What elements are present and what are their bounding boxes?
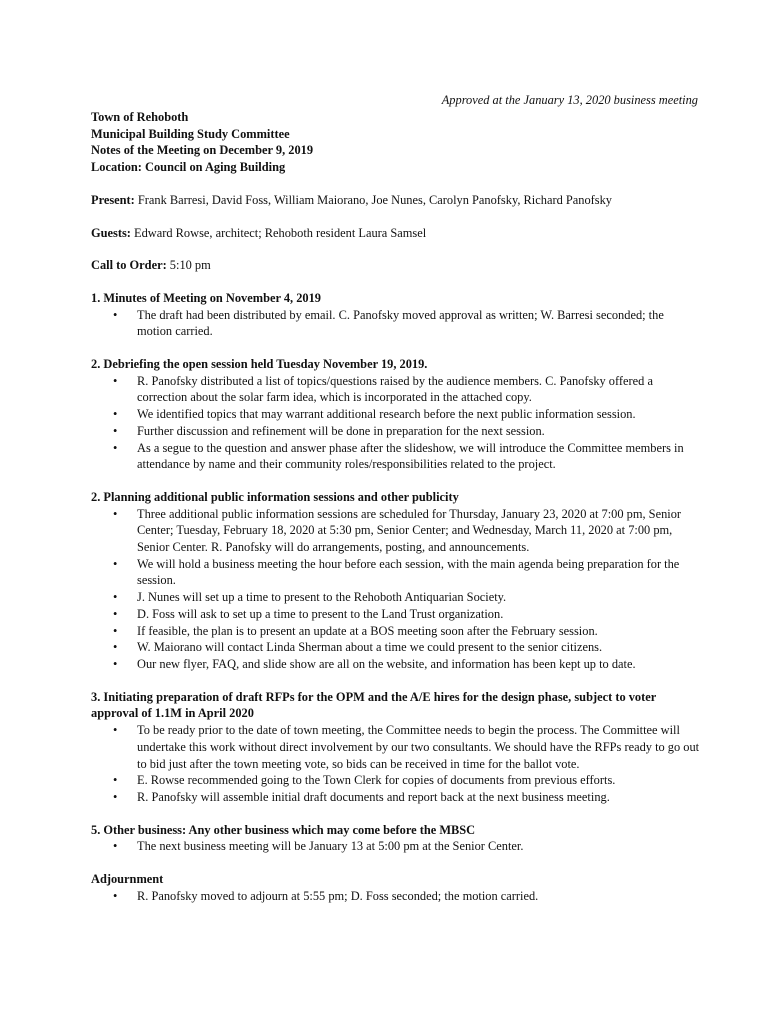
list-item [91,307,701,340]
guests-value: Edward Rowse, architect; Rehoboth resident Laura Samsel [130,225,427,240]
present-label: Present: [91,192,135,207]
list-item [91,440,701,473]
list-item [91,722,701,772]
list-item [91,556,701,589]
list-item [91,589,701,606]
meeting-location: Location: Council on Aging Building [91,160,286,175]
agenda-section [91,871,701,904]
approval-note: Approved at the January 13, 2020 business meeting [441,93,698,107]
bullet-icon: • [113,789,118,804]
agenda-section [91,356,701,473]
list-item [91,789,701,806]
call-to-order-label: Call to Order: [91,258,167,273]
agenda-section [91,290,701,340]
list-item [91,623,701,640]
guests-label: Guests: [91,225,131,240]
agenda-section [91,489,701,673]
list-item [91,606,701,623]
list-item-text: Three additional public information sessions are scheduled for Thursday, January 23, 2020 at 7:00 pm, Senior Center; Tuesday, February 18, 2020 at 5:30 pm, Senior Center; and Wednesday, March 11, 2020 at 7:00 pm, Senior Center. R. Panofsky will do arrangements, posting, and announcements. [137,506,682,555]
list-item-text: As a segue to the question and answer phase after the slideshow, we will introduce the Committee members in attendance by name and their community roles/responsibilities related to the project. [137,440,684,472]
document-header [91,109,701,176]
list-item-text: We identified topics that may warrant additional research before the next public information session. [137,407,636,422]
bullet-icon: • [113,623,118,638]
bullet-list [91,838,701,855]
section-title: Adjournment [91,872,164,887]
list-item [91,838,701,855]
list-item [91,373,701,406]
bullet-icon: • [113,723,118,738]
list-item-text: We will hold a business meeting the hour before each session, with the main agenda being preparation for the session. [137,556,680,588]
agenda-section [91,689,701,806]
list-item [91,772,701,789]
list-item-text: D. Foss will ask to set up a time to present to the Land Trust organization. [137,606,504,621]
list-item-text: W. Maiorano will contact Linda Sherman about a time we could present to the senior citizens. [137,640,603,655]
list-item [91,656,701,673]
present-value: Frank Barresi, David Foss, William Maiorano, Joe Nunes, Carolyn Panofsky, Richard Panofsky [134,192,612,207]
bullet-icon: • [113,773,118,788]
list-item-text: R. Panofsky distributed a list of topics/questions raised by the audience members. C. Panofsky offered a correction about the solar farm idea, which is incorporated in the attached copy. [137,373,653,405]
bullet-list [91,506,701,673]
list-item [91,423,701,440]
document-body [91,109,701,904]
bullet-list [91,373,701,473]
committee-name: Municipal Building Study Committee [91,126,290,141]
bullet-icon: • [113,307,118,322]
call-to-order-line [91,257,701,274]
bullet-icon: • [113,590,118,605]
bullet-icon: • [113,888,118,903]
bullet-icon: • [113,656,118,671]
section-title: 2. Debriefing the open session held Tuesday November 19, 2019. [91,357,428,372]
section-title: 2. Planning additional public information sessions and other publicity [91,489,459,504]
bullet-icon: • [113,839,118,854]
bullet-list [91,307,701,340]
section-title: 1. Minutes of Meeting on November 4, 2019 [91,290,322,305]
list-item-text: The next business meeting will be January 13 at 5:00 pm at the Senior Center. [137,839,524,854]
list-item-text: E. Rowse recommended going to the Town Clerk for copies of documents from previous efforts. [137,773,616,788]
list-item [91,406,701,423]
bullet-icon: • [113,606,118,621]
bullet-icon: • [113,407,118,422]
town-name: Town of Rehoboth [91,110,189,124]
present-line [91,192,701,209]
list-item-text: The draft had been distributed by email. C. Panofsky moved approval as written; W. Barresi seconded; the motion carried. [137,307,664,339]
bullet-icon: • [113,556,118,571]
agenda-section [91,822,701,855]
list-item [91,506,701,556]
list-item-text: R. Panofsky will assemble initial draft documents and report back at the next business meeting. [137,789,610,804]
guests-line [91,225,701,242]
call-to-order-value: 5:10 pm [166,258,211,273]
list-item [91,639,701,656]
bullet-list [91,888,701,905]
bullet-icon: • [113,423,118,438]
agenda-sections [91,290,701,905]
list-item-text: R. Panofsky moved to adjourn at 5:55 pm; D. Foss seconded; the motion carried. [137,888,539,903]
bullet-icon: • [113,506,118,521]
meeting-notes-title: Notes of the Meeting on December 9, 2019 [91,143,314,158]
bullet-icon: • [113,373,118,388]
bullet-icon: • [113,440,118,455]
bullet-icon: • [113,640,118,655]
section-title: 5. Other business: Any other business which may come before the MBSC [91,822,476,837]
bullet-list [91,722,701,806]
list-item-text: If feasible, the plan is to present an update at a BOS meeting soon after the February session. [137,623,598,638]
section-title: 3. Initiating preparation of draft RFPs for the OPM and the A/E hires for the design phase, subject to voter approval of 1.1M in April 2020 [91,689,657,721]
list-item-text: J. Nunes will set up a time to present to the Rehoboth Antiquarian Society. [137,590,507,605]
list-item [91,888,701,905]
list-item-text: Our new flyer, FAQ, and slide show are all on the website, and information has been kept up to date. [137,656,636,671]
list-item-text: Further discussion and refinement will be done in preparation for the next session. [137,423,545,438]
list-item-text: To be ready prior to the date of town meeting, the Committee needs to begin the process. The Committee will undertake this work without direct involvement by our two consultants. We should have the RFPs ready to go out to bid just after the town meeting vote, so bids can be received in time for the ballot vote. [137,723,700,771]
